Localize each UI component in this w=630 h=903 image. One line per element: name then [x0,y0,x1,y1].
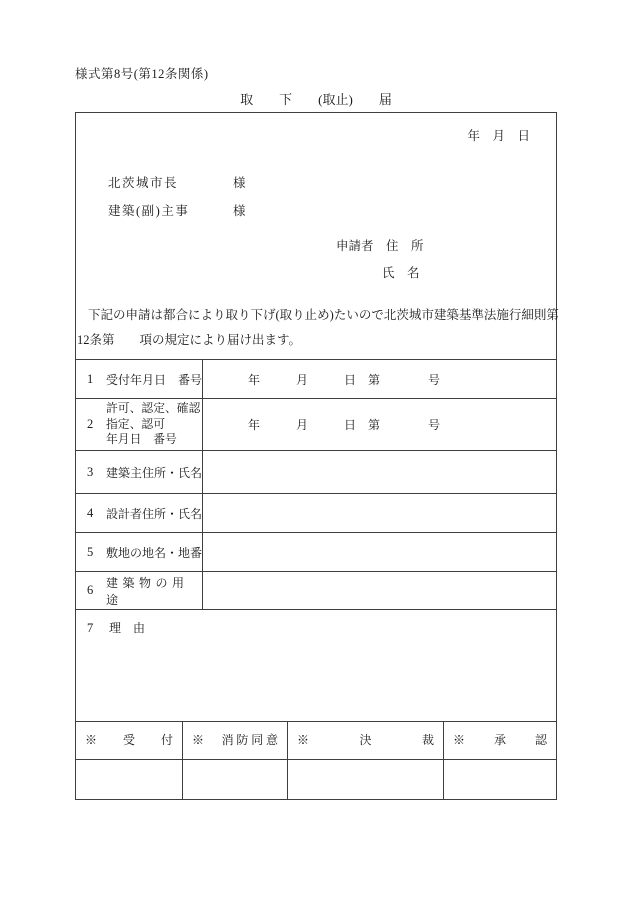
row3-number: 3 [87,464,94,479]
addressee-mayor [108,168,246,196]
row2-label [106,401,200,448]
table-row-reason [76,609,556,721]
row6-label-cell [76,572,203,609]
row5-number: 5 [87,544,94,559]
table-row-designer [76,493,556,532]
row1-label-cell [76,360,203,398]
row4-number: 4 [87,505,94,520]
body-line-2: 12条第 項の規定により届け出ます。 [77,333,302,347]
applicant-name-line: 氏 名 [382,266,420,280]
stamp-decision-header: ※ 決 裁 [288,722,444,759]
addressee-officer-name: 建築(副)主事 [108,204,190,218]
stamp-fire-consent-header: ※ 消防同意 [183,722,288,759]
table-row-permit-date [76,398,556,450]
form-border-box [75,112,557,800]
row7-label: 理 由 [109,621,146,635]
row5-label-cell [76,533,203,571]
row2-label-line3: 年月日 番号 [106,432,177,447]
row7-number: 7 [87,621,94,635]
row2-value-cell [203,399,556,450]
body-line-1: 下記の申請は都合により取り下げ(取り止め)たいので北茨城市建築基準法施行細則第 [88,308,559,322]
row3-value-cell [203,451,556,493]
stamp-reception-blank-cell [76,760,183,799]
row6-value-cell [203,572,556,609]
row1-value-cell [203,360,556,398]
applicant-block [336,233,424,287]
row3-label: 建築主住所・氏名 [106,465,203,480]
table-row-owner [76,450,556,493]
table-row-building-use [76,571,556,609]
row2-number: 2 [87,417,94,431]
form-number: 様式第8号(第12条関係) [75,67,209,81]
body-paragraph [77,303,559,353]
row6-label: 建築物の用途 [106,575,189,607]
date-line: 年 月 日 [467,129,530,143]
addressee-mayor-name: 北茨城市長 [108,176,179,190]
table-row-reception-date [76,359,556,398]
table-row-site [76,532,556,571]
form-table [76,359,556,799]
row6-number: 6 [87,583,94,597]
row2-label-cell [76,399,203,450]
page-title: 取 下 (取止) 届 [240,92,392,107]
row1-label: 受付年月日 番号 [106,372,203,387]
applicant-address-line: 申請者 住 所 [336,239,424,253]
stamp-approval-blank-cell [444,760,556,799]
row4-value-cell [203,494,556,532]
row5-label: 敷地の地名・地番 [106,545,203,560]
row4-label-cell [76,494,203,532]
row1-number: 1 [87,371,94,386]
row4-label: 設計者住所・氏名 [106,506,203,521]
addressee-block [108,168,246,224]
stamp-approval-header: ※ 承 認 [453,733,547,747]
stamp-fire-consent-blank-cell [183,760,288,799]
stamp-decision-blank-cell [288,760,444,799]
stamp-reception-header: ※ 受 付 [76,722,183,759]
stamp-header-row [76,721,556,759]
row3-label-cell [76,451,203,493]
row5-value-cell [203,533,556,571]
row1-value: 年 月 日 第 号 [248,372,441,387]
row2-label-line2: 指定、認可 [106,416,165,431]
addressee-building-officer [108,196,246,224]
addressee-officer-honorific: 様 [233,204,246,218]
row2-label-line1: 許可、認定、確認 [106,401,201,416]
addressee-mayor-honorific: 様 [233,176,246,190]
row2-value: 年 月 日 第 号 [248,418,441,432]
stamp-blank-row [76,759,556,799]
